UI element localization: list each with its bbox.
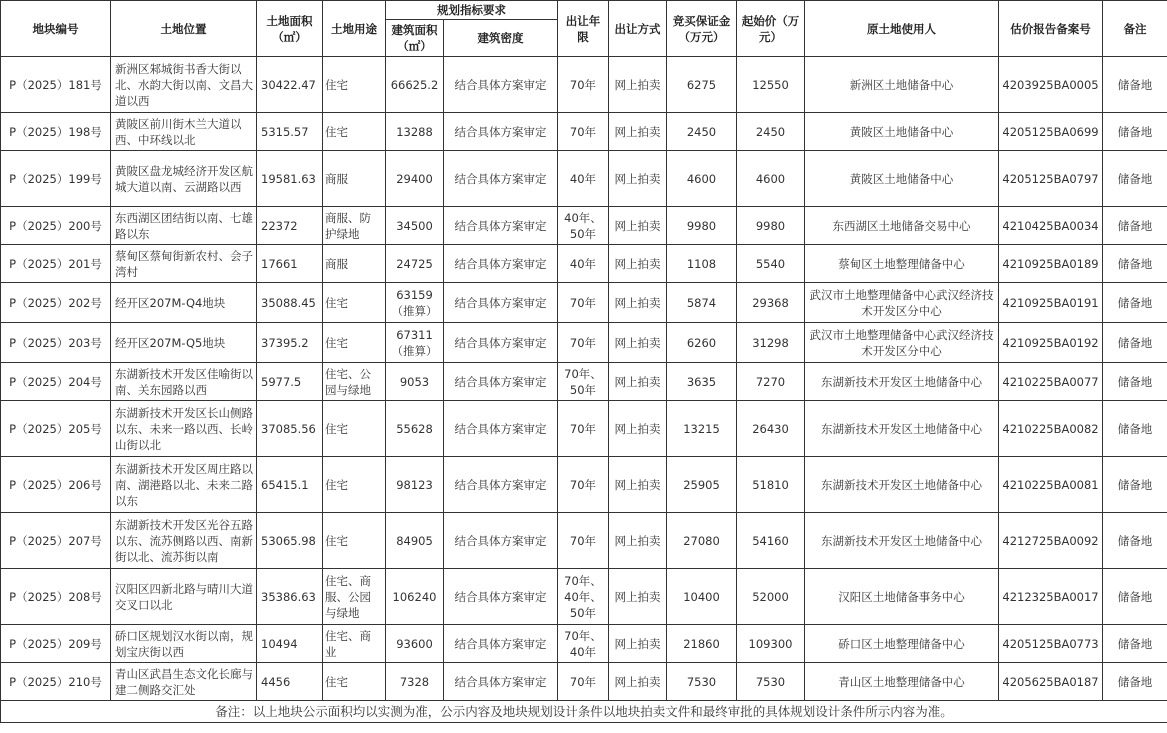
plot-no-cell: P（2025）202号	[1, 283, 111, 323]
floor-area-cell: 84905	[386, 513, 444, 569]
usage-cell: 住宅	[323, 513, 386, 569]
floor-area-cell: 29400	[386, 151, 444, 207]
floor-area-cell: 34500	[386, 207, 444, 245]
method-cell: 网上拍卖	[609, 625, 667, 663]
method-cell: 网上拍卖	[609, 363, 667, 401]
owner-cell: 东西湖区土地储备交易中心	[805, 207, 999, 245]
usage-cell: 住宅、商服、公园与绿地	[323, 569, 386, 625]
plot-no-cell: P（2025）210号	[1, 663, 111, 701]
land-area-cell: 5315.57	[257, 113, 323, 151]
density-cell: 结合具体方案审定	[444, 283, 558, 323]
density-cell: 结合具体方案审定	[444, 245, 558, 283]
table-row	[1, 513, 1167, 569]
plot-no-cell: P（2025）201号	[1, 245, 111, 283]
method-cell: 网上拍卖	[609, 513, 667, 569]
remark-cell: 储备地	[1103, 283, 1167, 323]
term-cell: 70年	[558, 401, 609, 457]
land-area-cell: 37395.2	[257, 323, 323, 363]
start-price-cell: 7270	[737, 363, 805, 401]
usage-cell: 住宅	[323, 113, 386, 151]
term-cell: 70年	[558, 57, 609, 113]
start-price-cell: 54160	[737, 513, 805, 569]
owner-cell: 东湖新技术开发区土地储备中心	[805, 401, 999, 457]
deposit-cell: 25905	[667, 457, 737, 513]
deposit-cell: 27080	[667, 513, 737, 569]
floor-area-cell: 13288	[386, 113, 444, 151]
header-planning: 规划指标要求	[386, 1, 558, 20]
table-row	[1, 283, 1167, 323]
appraisal-cell: 4203925BA0005	[999, 57, 1103, 113]
usage-cell: 商服、防护绿地	[323, 207, 386, 245]
start-price-cell: 5540	[737, 245, 805, 283]
owner-cell: 新洲区土地储备中心	[805, 57, 999, 113]
land-area-cell: 53065.98	[257, 513, 323, 569]
plot-no-cell: P（2025）209号	[1, 625, 111, 663]
deposit-cell: 2450	[667, 113, 737, 151]
term-cell: 40年	[558, 151, 609, 207]
table-header	[1, 1, 1167, 57]
remark-cell: 储备地	[1103, 625, 1167, 663]
plot-no-cell: P（2025）208号	[1, 569, 111, 625]
method-cell: 网上拍卖	[609, 283, 667, 323]
plot-no-cell: P（2025）203号	[1, 323, 111, 363]
start-price-cell: 4600	[737, 151, 805, 207]
deposit-cell: 1108	[667, 245, 737, 283]
term-cell: 70年、40年	[558, 625, 609, 663]
remark-cell: 储备地	[1103, 207, 1167, 245]
header-method: 出让方式	[609, 1, 667, 57]
usage-cell: 住宅	[323, 663, 386, 701]
density-cell: 结合具体方案审定	[444, 663, 558, 701]
density-cell: 结合具体方案审定	[444, 113, 558, 151]
header-density: 建筑密度	[444, 20, 558, 57]
header-owner: 原土地使用人	[805, 1, 999, 57]
density-cell: 结合具体方案审定	[444, 323, 558, 363]
location-cell: 青山区武昌生态文化长廊与建二侧路交汇处	[111, 663, 257, 701]
start-price-cell: 7530	[737, 663, 805, 701]
deposit-cell: 10400	[667, 569, 737, 625]
remark-cell: 储备地	[1103, 569, 1167, 625]
land-area-cell: 17661	[257, 245, 323, 283]
floor-area-cell: 93600	[386, 625, 444, 663]
plot-no-cell: P（2025）181号	[1, 57, 111, 113]
location-cell: 黄陂区盘龙城经济开发区航城大道以南、云湖路以西	[111, 151, 257, 207]
deposit-cell: 9980	[667, 207, 737, 245]
table-row	[1, 457, 1167, 513]
method-cell: 网上拍卖	[609, 401, 667, 457]
appraisal-cell: 4210225BA0077	[999, 363, 1103, 401]
appraisal-cell: 4212725BA0092	[999, 513, 1103, 569]
table-row	[1, 323, 1167, 363]
deposit-cell: 4600	[667, 151, 737, 207]
owner-cell: 青山区土地整理储备中心	[805, 663, 999, 701]
appraisal-cell: 4210225BA0082	[999, 401, 1103, 457]
density-cell: 结合具体方案审定	[444, 401, 558, 457]
table-row	[1, 207, 1167, 245]
remark-cell: 储备地	[1103, 57, 1167, 113]
floor-area-cell: 106240	[386, 569, 444, 625]
usage-cell: 住宅	[323, 283, 386, 323]
method-cell: 网上拍卖	[609, 457, 667, 513]
location-cell: 汉阳区四新北路与晴川大道交叉口以北	[111, 569, 257, 625]
table-row	[1, 151, 1167, 207]
location-cell: 东西湖区团结街以南、七雄路以东	[111, 207, 257, 245]
owner-cell: 汉阳区土地储备事务中心	[805, 569, 999, 625]
term-cell: 70年	[558, 113, 609, 151]
usage-cell: 住宅、公园与绿地	[323, 363, 386, 401]
method-cell: 网上拍卖	[609, 663, 667, 701]
plot-no-cell: P（2025）199号	[1, 151, 111, 207]
land-area-cell: 35088.45	[257, 283, 323, 323]
location-cell: 东湖新技术开发区长山侧路以东、未来一路以西、长岭山街以北	[111, 401, 257, 457]
usage-cell: 住宅	[323, 401, 386, 457]
location-cell: 新洲区邾城街书香大街以北、水韵大街以南、文昌大道以西	[111, 57, 257, 113]
term-cell: 40年、50年	[558, 207, 609, 245]
appraisal-cell: 4210925BA0189	[999, 245, 1103, 283]
deposit-cell: 21860	[667, 625, 737, 663]
deposit-cell: 6260	[667, 323, 737, 363]
floor-area-cell: 98123	[386, 457, 444, 513]
header-plot-no: 地块编号	[1, 1, 111, 57]
land-area-cell: 4456	[257, 663, 323, 701]
deposit-cell: 5874	[667, 283, 737, 323]
table-row	[1, 569, 1167, 625]
land-area-cell: 22372	[257, 207, 323, 245]
table-row	[1, 245, 1167, 283]
usage-cell: 商服	[323, 151, 386, 207]
plot-no-cell: P（2025）205号	[1, 401, 111, 457]
plot-no-cell: P（2025）204号	[1, 363, 111, 401]
plot-no-cell: P（2025）207号	[1, 513, 111, 569]
density-cell: 结合具体方案审定	[444, 569, 558, 625]
appraisal-cell: 4210925BA0191	[999, 283, 1103, 323]
location-cell: 蔡甸区蔡甸街新农村、会子湾村	[111, 245, 257, 283]
method-cell: 网上拍卖	[609, 113, 667, 151]
floor-area-cell: 67311（推算）	[386, 323, 444, 363]
remark-cell: 储备地	[1103, 323, 1167, 363]
appraisal-cell: 4205625BA0187	[999, 663, 1103, 701]
owner-cell: 蔡甸区土地整理储备中心	[805, 245, 999, 283]
location-cell: 硚口区规划汉水街以南，规划宝庆街以西	[111, 625, 257, 663]
method-cell: 网上拍卖	[609, 57, 667, 113]
header-term: 出让年限	[558, 1, 609, 57]
appraisal-cell: 4210425BA0034	[999, 207, 1103, 245]
location-cell: 东湖新技术开发区光谷五路以东、流苏侧路以西、南新街以北、流苏街以南	[111, 513, 257, 569]
header-appraisal: 估价报告备案号	[999, 1, 1103, 57]
density-cell: 结合具体方案审定	[444, 513, 558, 569]
table-row	[1, 363, 1167, 401]
table-row	[1, 401, 1167, 457]
usage-cell: 商服	[323, 245, 386, 283]
table-row	[1, 663, 1167, 701]
location-cell: 经开区207M-Q5地块	[111, 323, 257, 363]
land-area-cell: 35386.63	[257, 569, 323, 625]
term-cell: 70年	[558, 663, 609, 701]
remark-cell: 储备地	[1103, 363, 1167, 401]
land-area-cell: 30422.47	[257, 57, 323, 113]
start-price-cell: 26430	[737, 401, 805, 457]
density-cell: 结合具体方案审定	[444, 363, 558, 401]
remark-cell: 储备地	[1103, 663, 1167, 701]
header-usage: 土地用途	[323, 1, 386, 57]
floor-area-cell: 7328	[386, 663, 444, 701]
deposit-cell: 7530	[667, 663, 737, 701]
owner-cell: 黄陂区土地储备中心	[805, 113, 999, 151]
owner-cell: 武汉市土地整理储备中心武汉经济技术开发区分中心	[805, 283, 999, 323]
remark-cell: 储备地	[1103, 513, 1167, 569]
header-floor-area: 建筑面积（㎡）	[386, 20, 444, 57]
usage-cell: 住宅	[323, 57, 386, 113]
usage-cell: 住宅	[323, 323, 386, 363]
usage-cell: 住宅、商业	[323, 625, 386, 663]
footnote: 备注：以上地块公示面积均以实测为准，公示内容及地块规划设计条件以地块拍卖文件和最终审批的具体规划设计条件所示内容为准。	[1, 701, 1167, 723]
density-cell: 结合具体方案审定	[444, 207, 558, 245]
floor-area-cell: 24725	[386, 245, 444, 283]
deposit-cell: 6275	[667, 57, 737, 113]
location-cell: 东湖新技术开发区佳喻街以南、关东园路以西	[111, 363, 257, 401]
appraisal-cell: 4205125BA0797	[999, 151, 1103, 207]
start-price-cell: 12550	[737, 57, 805, 113]
remark-cell: 储备地	[1103, 151, 1167, 207]
term-cell: 70年	[558, 457, 609, 513]
term-cell: 70年	[558, 513, 609, 569]
start-price-cell: 109300	[737, 625, 805, 663]
term-cell: 40年	[558, 245, 609, 283]
floor-area-cell: 66625.2	[386, 57, 444, 113]
plot-no-cell: P（2025）200号	[1, 207, 111, 245]
start-price-cell: 9980	[737, 207, 805, 245]
table-body	[1, 57, 1167, 701]
floor-area-cell: 63159（推算）	[386, 283, 444, 323]
method-cell: 网上拍卖	[609, 323, 667, 363]
owner-cell: 黄陂区土地储备中心	[805, 151, 999, 207]
plot-no-cell: P（2025）198号	[1, 113, 111, 151]
start-price-cell: 52000	[737, 569, 805, 625]
deposit-cell: 13215	[667, 401, 737, 457]
density-cell: 结合具体方案审定	[444, 457, 558, 513]
header-remark: 备注	[1103, 1, 1167, 57]
term-cell: 70年	[558, 283, 609, 323]
owner-cell: 东湖新技术开发区土地储备中心	[805, 513, 999, 569]
start-price-cell: 29368	[737, 283, 805, 323]
usage-cell: 住宅	[323, 457, 386, 513]
land-area-cell: 10494	[257, 625, 323, 663]
header-deposit: 竞买保证金（万元）	[667, 1, 737, 57]
term-cell: 70年	[558, 323, 609, 363]
location-cell: 东湖新技术开发区周庄路以南、湖港路以北、未来二路以东	[111, 457, 257, 513]
owner-cell: 东湖新技术开发区土地储备中心	[805, 363, 999, 401]
appraisal-cell: 4205125BA0773	[999, 625, 1103, 663]
method-cell: 网上拍卖	[609, 151, 667, 207]
plot-no-cell: P（2025）206号	[1, 457, 111, 513]
remark-cell: 储备地	[1103, 245, 1167, 283]
method-cell: 网上拍卖	[609, 569, 667, 625]
land-area-cell: 19581.63	[257, 151, 323, 207]
floor-area-cell: 55628	[386, 401, 444, 457]
owner-cell: 东湖新技术开发区土地储备中心	[805, 457, 999, 513]
owner-cell: 硚口区土地整理储备中心	[805, 625, 999, 663]
header-start-price: 起始价（万元）	[737, 1, 805, 57]
start-price-cell: 51810	[737, 457, 805, 513]
header-land-area: 土地面积（㎡）	[257, 1, 323, 57]
start-price-cell: 2450	[737, 113, 805, 151]
density-cell: 结合具体方案审定	[444, 625, 558, 663]
term-cell: 70年、40年、50年	[558, 569, 609, 625]
deposit-cell: 3635	[667, 363, 737, 401]
appraisal-cell: 4210225BA0081	[999, 457, 1103, 513]
location-cell: 经开区207M-Q4地块	[111, 283, 257, 323]
header-location: 土地位置	[111, 1, 257, 57]
appraisal-cell: 4212325BA0017	[999, 569, 1103, 625]
start-price-cell: 31298	[737, 323, 805, 363]
land-area-cell: 65415.1	[257, 457, 323, 513]
remark-cell: 储备地	[1103, 401, 1167, 457]
remark-cell: 储备地	[1103, 113, 1167, 151]
floor-area-cell: 9053	[386, 363, 444, 401]
land-area-cell: 37085.56	[257, 401, 323, 457]
table-row	[1, 113, 1167, 151]
method-cell: 网上拍卖	[609, 245, 667, 283]
density-cell: 结合具体方案审定	[444, 151, 558, 207]
owner-cell: 武汉市土地整理储备中心武汉经济技术开发区分中心	[805, 323, 999, 363]
land-area-cell: 5977.5	[257, 363, 323, 401]
table-row	[1, 625, 1167, 663]
remark-cell: 储备地	[1103, 457, 1167, 513]
appraisal-cell: 4210925BA0192	[999, 323, 1103, 363]
density-cell: 结合具体方案审定	[444, 57, 558, 113]
method-cell: 网上拍卖	[609, 207, 667, 245]
term-cell: 70年、50年	[558, 363, 609, 401]
location-cell: 黄陂区前川街木兰大道以西、中环线以北	[111, 113, 257, 151]
appraisal-cell: 4205125BA0699	[999, 113, 1103, 151]
table-row	[1, 57, 1167, 113]
